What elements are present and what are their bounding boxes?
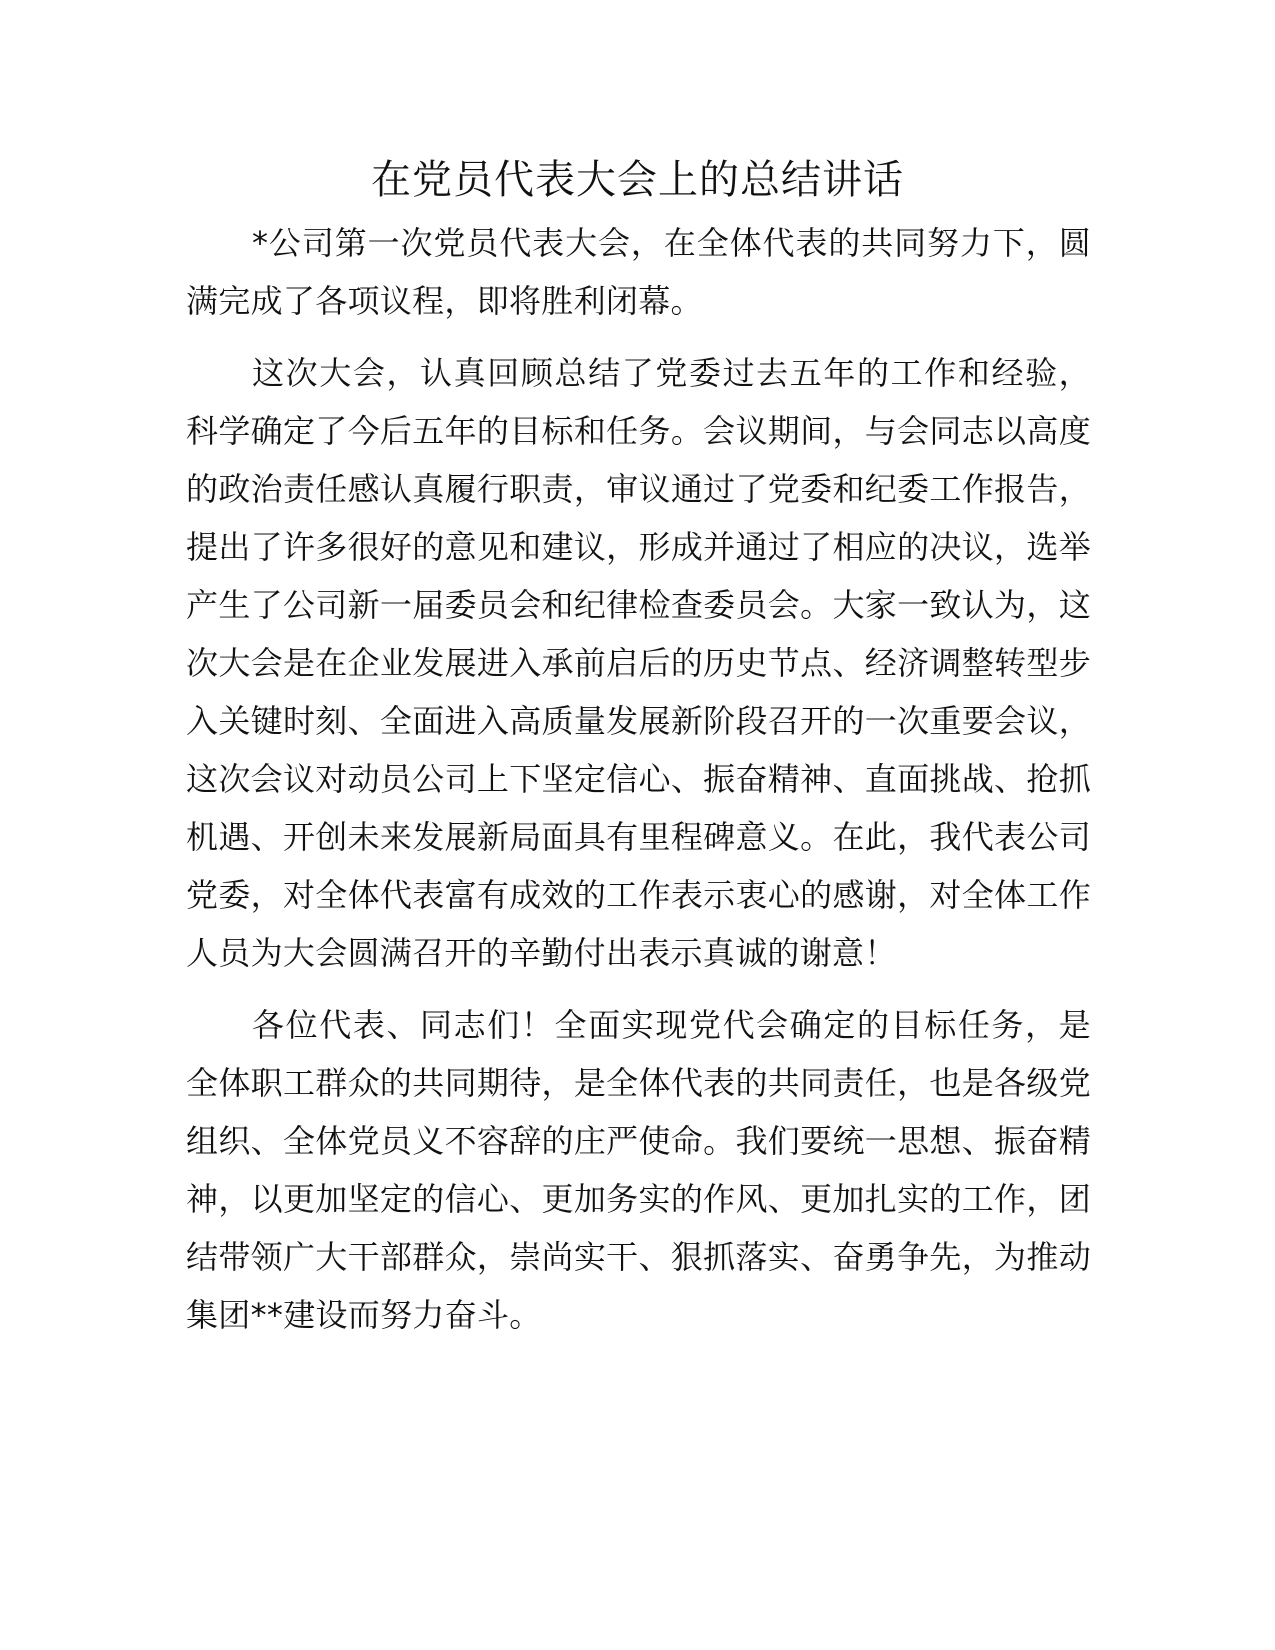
paragraph-call-to-action: 各位代表、同志们！全面实现党代会确定的目标任务，是全体职工群众的共同期待，是全体代表的共同责任，也是各级党组织、全体党员义不容辞的庄严使命。我们要统一思想、振奋精神，以更加坚定的信心、更加务实的作风、更加扎实的工作，团结带领广大干部群众，崇尚实干、狠抓落实、奋勇争先，为推动集团**建设而努力奋斗。 — [186, 1006, 1091, 1334]
paragraph-opening: *公司第一次党员代表大会，在全体代表的共同努力下，圆满完成了各项议程，即将胜利闭幕。 — [186, 224, 1091, 320]
document-title: 在党员代表大会上的总结讲话 — [371, 157, 904, 203]
document-body — [186, 214, 1091, 1358]
paragraph-review: 这次大会，认真回顾总结了党委过去五年的工作和经验，科学确定了今后五年的目标和任务。会议期间，与会同志以高度的政治责任感认真履行职责，审议通过了党委和纪委工作报告，提出了许多很好的意见和建议，形成并通过了相应的决议，选举产生了公司新一届委员会和纪律检查委员会。大家一致认为，这次大会是在企业发展进入承前启后的历史节点、经济调整转型步入关键时刻、全面进入高质量发展新阶段召开的一次重要会议，这次会议对动员公司上下坚定信心、振奋精神、直面挑战、抢抓机遇、开创未来发展新局面具有里程碑意义。在此，我代表公司党委，对全体代表富有成效的工作表示衷心的感谢，对全体工作人员为大会圆满召开的辛勤付出表示真诚的谢意！ — [186, 354, 1091, 972]
